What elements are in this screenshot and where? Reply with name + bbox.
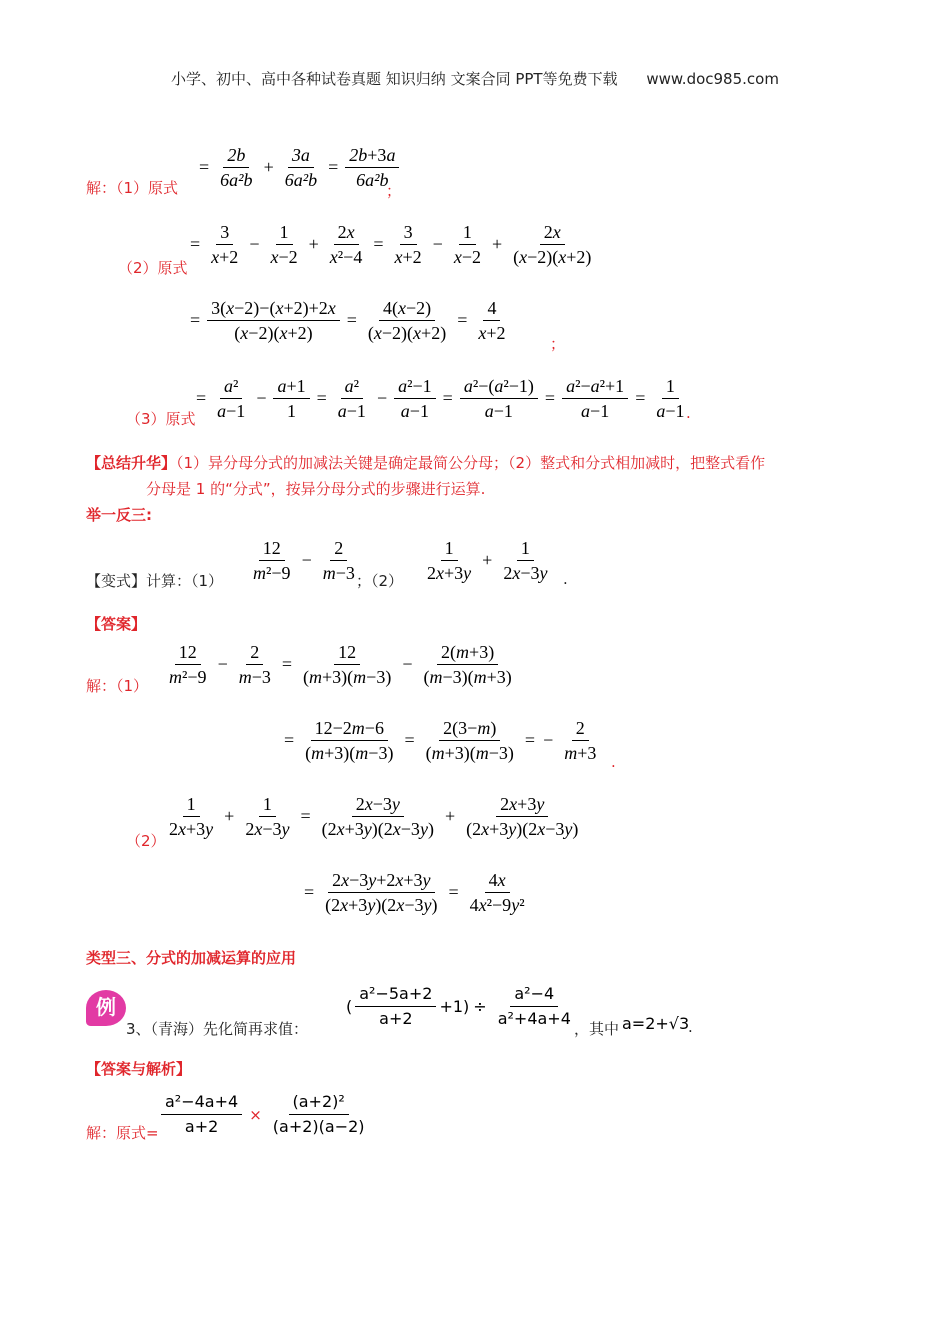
- example-math: ( $\frac{\text{a²−5a+2}}{a+2}$ +1) ÷ $\frac{\text{a²−4}}{\text{a²+4a+4}}$: [346, 984, 571, 1028]
- sol3-end: .: [686, 404, 691, 422]
- variant-sep: ；（2）: [356, 572, 404, 590]
- sol1-label: 解：（1）原式: [86, 179, 179, 197]
- summary-line1: （1）异分母分式的加减法关键是确定最简公分母；（2）整式和分式相加减时，把整式看作: [176, 454, 766, 472]
- sol3-math: = $\frac{\text{a²}}{a-1}$ − $\frac{a+1}{1}$ = $\frac{\text{a²}}{a-1}$ − $\frac{\text{a²−1}}{a-1}$ = $\frac{\text{a²−(a²−1)}}{a-1}$ = $\frac{\text{a²−a²+1}}{a-1}$ = $\frac{1}{a-1}$: [196, 376, 685, 421]
- example-condition: a=2+√3: [622, 1014, 690, 1033]
- sol2-label: 解：（1）: [86, 677, 149, 695]
- example-badge: 例: [86, 990, 126, 1026]
- sol2b-math: = $\frac{3(x-2)-(x+2)+2x}{(x-2)(x+2)}$ = $\frac{4(x-2)}{(x-2)(x+2)}$ = $\frac{4}{x+2}$: [190, 298, 506, 343]
- variant-end: .: [563, 570, 568, 588]
- sol2a-math: = $\frac{3}{x+2}$ − $\frac{1}{x-2}$ + $\frac{2x}{\text{x²−4}}$ = $\frac{3}{x+2}$ − $\frac{1}{x-2}$ + $\frac{2x}{(x-2)(x+2)}$: [190, 222, 592, 267]
- type3-heading: 类型三、分式的加减运算的应用: [86, 949, 297, 967]
- answer-tag: 【答案】: [86, 615, 147, 633]
- ans1a-math: $\frac{12}{\text{m²−9}}$ − $\frac{2}{m-3}$ = $\frac{12}{(m+3)(m-3)}$ − $\frac{2(m+3)}{(m-3)(m+3)}$: [169, 642, 512, 687]
- example-suffix: ，其中: [574, 1020, 620, 1038]
- ans1-end: .: [611, 753, 616, 771]
- variant-math2: $\frac{1}{2x+3y}$ + $\frac{1}{2x-3y}$: [427, 538, 548, 583]
- sol1-end: ；: [386, 182, 402, 200]
- variant-math1: $\frac{12}{\text{m²−9}}$ − $\frac{2}{m-3}$: [253, 538, 355, 583]
- example-end: .: [688, 1018, 693, 1036]
- juyi-heading: 举一反三:: [86, 506, 152, 524]
- example-prefix: 3、（青海）先化简再求值：: [126, 1020, 309, 1038]
- final-label: 解：原式=: [86, 1124, 159, 1142]
- sol2-label2: （2）: [126, 832, 166, 850]
- final-math: $\frac{\text{a²−4a+4}}{a+2}$ × $\frac{\text{(a+2)²}}{(a+2)(a-2)}$: [158, 1090, 372, 1139]
- sol1-label3: （3）原式: [126, 410, 196, 428]
- analysis-tag: 【答案与解析】: [86, 1060, 192, 1078]
- sol1-math: = $\frac{2b}{\text{6a²b}}$ + $\frac{3a}{\text{6a²b}}$ = $\frac{2b+3a}{\text{6a²b}}$: [195, 143, 402, 192]
- ans2b-math: = $\frac{2x-3y+2x+3y}{(2x+3y)(2x-3y)}$ = $\frac{4x}{\text{4x²−9y²}}$: [304, 870, 525, 915]
- header-text: 小学、初中、高中各种试卷真题 知识归纳 文案合同 PPT等免费下载: [171, 70, 618, 88]
- ans1b-math: = $\frac{12-2m-6}{(m+3)(m-3)}$ = $\frac{2(3-m)}{(m+3)(m-3)}$ = − $\frac{2}{m+3}$: [284, 718, 597, 763]
- ans2a-math: $\frac{1}{2x+3y}$ + $\frac{1}{2x-3y}$ = $\frac{2x-3y}{(2x+3y)(2x-3y)}$ + $\frac{2x+3y}{(2x+3y)(2x-3y)}$: [169, 794, 579, 839]
- page-header: [0, 68, 950, 89]
- summary-tag: 【总结升华】: [86, 454, 177, 472]
- header-site: www.doc985.com: [646, 70, 779, 88]
- final-times: ×: [249, 1105, 262, 1124]
- sol1-label2: （2）原式: [118, 259, 188, 277]
- summary: [86, 452, 886, 473]
- variant-label: 【变式】计算：（1）: [86, 572, 224, 590]
- sol2-end: ；: [550, 335, 566, 353]
- summary-line2: 分母是 1 的“分式”，按异分母分式的步骤进行运算.: [146, 480, 486, 498]
